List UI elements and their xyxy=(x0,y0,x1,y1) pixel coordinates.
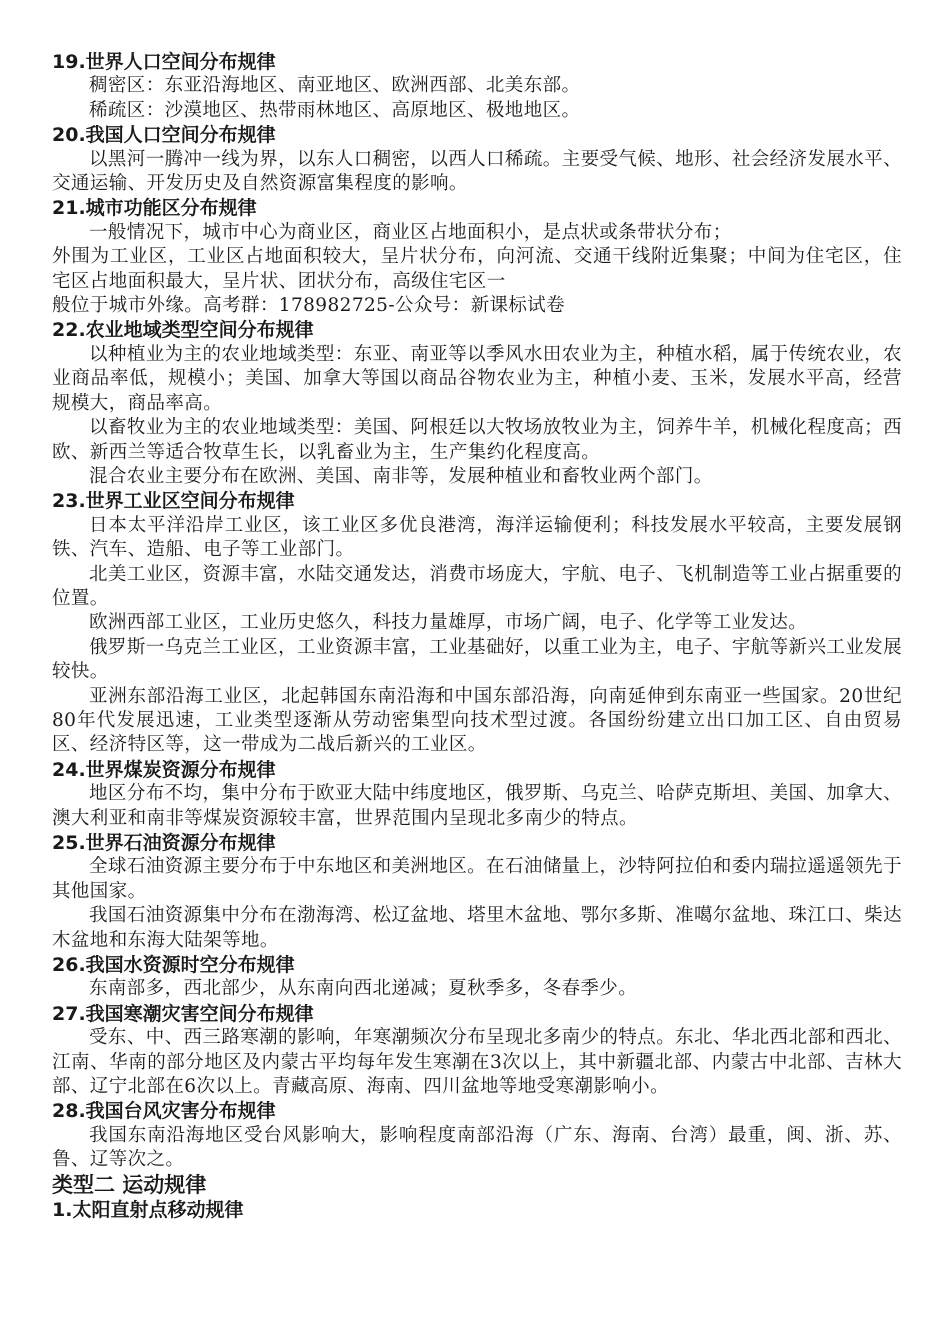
paragraph: 俄罗斯一乌克兰工业区，工业资源丰富，工业基础好，以重工业为主，电子、宇航等新兴工业发展较快。 xyxy=(52,636,902,683)
section-heading: 1.太阳直射点移动规律 xyxy=(52,1198,244,1221)
section-heading: 19.世界人口空间分布规律 xyxy=(52,51,276,73)
paragraph: 稠密区：东亚沿海地区、南亚地区、欧洲西部、北美东部。 xyxy=(89,75,581,97)
paragraph: 我国石油资源集中分布在渤海湾、松辽盆地、塔里木盆地、鄂尔多斯、准噶尔盆地、珠江口、柴达木盆地和东海大陆架等地。 xyxy=(52,905,902,951)
paragraph: 以黑河一腾冲一线为界，以东人口稠密，以西人口稀疏。主要受气候、地形、社会经济发展水平、交通运输、开发历史及自然资源富集程度的影响。 xyxy=(52,148,902,195)
paragraph: 稀疏区：沙漠地区、热带雨林地区、高原地区、极地地区。 xyxy=(89,99,581,121)
paragraph: 受东、中、西三路寒潮的影响，年寒潮频次分布呈现北多南少的特点。东北、华北西北部和西北、江南、华南的部分地区及内蒙古平均每年发生寒潮在3次以上，其中新疆北部、内蒙古中北部、吉林大部、辽宁北部在6次以上。青藏高原、海南、四川盆地等地受寒潮影响小。 xyxy=(52,1027,902,1098)
section-heading: 25.世界石油资源分布规律 xyxy=(52,832,276,854)
section-20 xyxy=(52,123,902,196)
section-heading: 27.我国寒潮灾害空间分布规律 xyxy=(52,1002,314,1025)
section-27 xyxy=(52,1002,902,1100)
section-heading: 21.城市功能区分布规律 xyxy=(52,197,257,220)
paragraph: 以种植业为主的农业地域类型：东亚、南亚等以季风水田农业为主，种植水稻，属于传统农业，农业商品率低，规模小；美国、加拿大等国以商品谷物农业为主，种植小麦、玉米，发展水平高，经营规模大，商品率高。 xyxy=(52,343,902,414)
paragraph: 一般情况下，城市中心为商业区，商业区占地面积小，是点状或条带状分布； xyxy=(89,221,732,243)
section-19 xyxy=(52,50,902,123)
section-25 xyxy=(52,831,902,953)
paragraph: 亚洲东部沿海工业区，北起韩国东南沿海和中国东部沿海，向南延伸到东南亚一些国家。20世纪80年代发展迅速，工业类型逐渐从劳动密集型向技术型过渡。各国纷纷建立出口加工区、自由贸易区、经济特区等，这一带成为二战后新兴的工业区。 xyxy=(52,685,902,756)
paragraph: 北美工业区，资源丰富，水陆交通发达，消费市场庞大，宇航、电子、飞机制造等工业占据重要的位置。 xyxy=(52,563,902,609)
paragraph: 外围为工业区，工业区占地面积较大，呈片状分布，向河流、交通干线附近集聚；中间为住宅区，住宅区占地面积最大，呈片状、团状分布，高级住宅区一 xyxy=(52,246,902,292)
section-heading: 26.我国水资源时空分布规律 xyxy=(52,954,295,977)
paragraph: 日本太平洋沿岸工业区，该工业区多优良港湾，海洋运输便利；科技发展水平较高，主要发展钢铁、汽车、造船、电子等工业部门。 xyxy=(52,514,902,561)
paragraph: 欧洲西部工业区，工业历史悠久，科技力量雄厚，市场广阔，电子、化学等工业发达。 xyxy=(89,612,808,634)
section-21 xyxy=(52,196,902,318)
paragraph: 我国东南沿海地区受台风影响大，影响程度南部沿海（广东、海南、台湾）最重，闽、浙、苏、鲁、辽等次之。 xyxy=(52,1124,902,1171)
section-heading: 20.我国人口空间分布规律 xyxy=(52,124,276,147)
section-heading: 23.世界工业区空间分布规律 xyxy=(52,490,295,513)
section-heading: 24.世界煤炭资源分布规律 xyxy=(52,758,276,781)
paragraph: 地区分布不均，集中分布于欧亚大陆中纬度地区，俄罗斯、乌克兰、哈萨克斯坦、美国、加拿大、澳大利亚和南非等煤炭资源较丰富，世界范围内呈现北多南少的特点。 xyxy=(52,783,902,829)
document-page xyxy=(52,50,902,1222)
paragraph: 全球石油资源主要分布于中东地区和美洲地区。在石油储量上，沙特阿拉伯和委内瑞拉遥遥领先于其他国家。 xyxy=(52,856,902,902)
paragraph: 东南部多，西北部少，从东南向西北递减；夏秋季多，冬春季少。 xyxy=(89,978,638,1000)
section-22 xyxy=(52,318,902,489)
section-heading: 28.我国台风灾害分布规律 xyxy=(52,1100,276,1123)
paragraph: 般位于城市外缘。高考群：178982725-公众号：新课标试卷 xyxy=(52,295,566,317)
section-26 xyxy=(52,953,902,1002)
paragraph: 以畜牧业为主的农业地域类型：美国、阿根廷以大牧场放牧业为主，饲养牛羊，机械化程度高；西欧、新西兰等适合牧草生长，以乳畜业为主，生产集约化程度高。 xyxy=(52,417,902,463)
type-heading: 类型二 运动规律 xyxy=(52,1172,207,1197)
section-28 xyxy=(52,1099,902,1172)
section-23 xyxy=(52,489,902,757)
section-heading: 22.农业地域类型空间分布规律 xyxy=(52,319,314,342)
paragraph: 混合农业主要分布在欧洲、美国、南非等，发展种植业和畜牧业两个部门。 xyxy=(89,465,713,487)
section-24 xyxy=(52,758,902,831)
